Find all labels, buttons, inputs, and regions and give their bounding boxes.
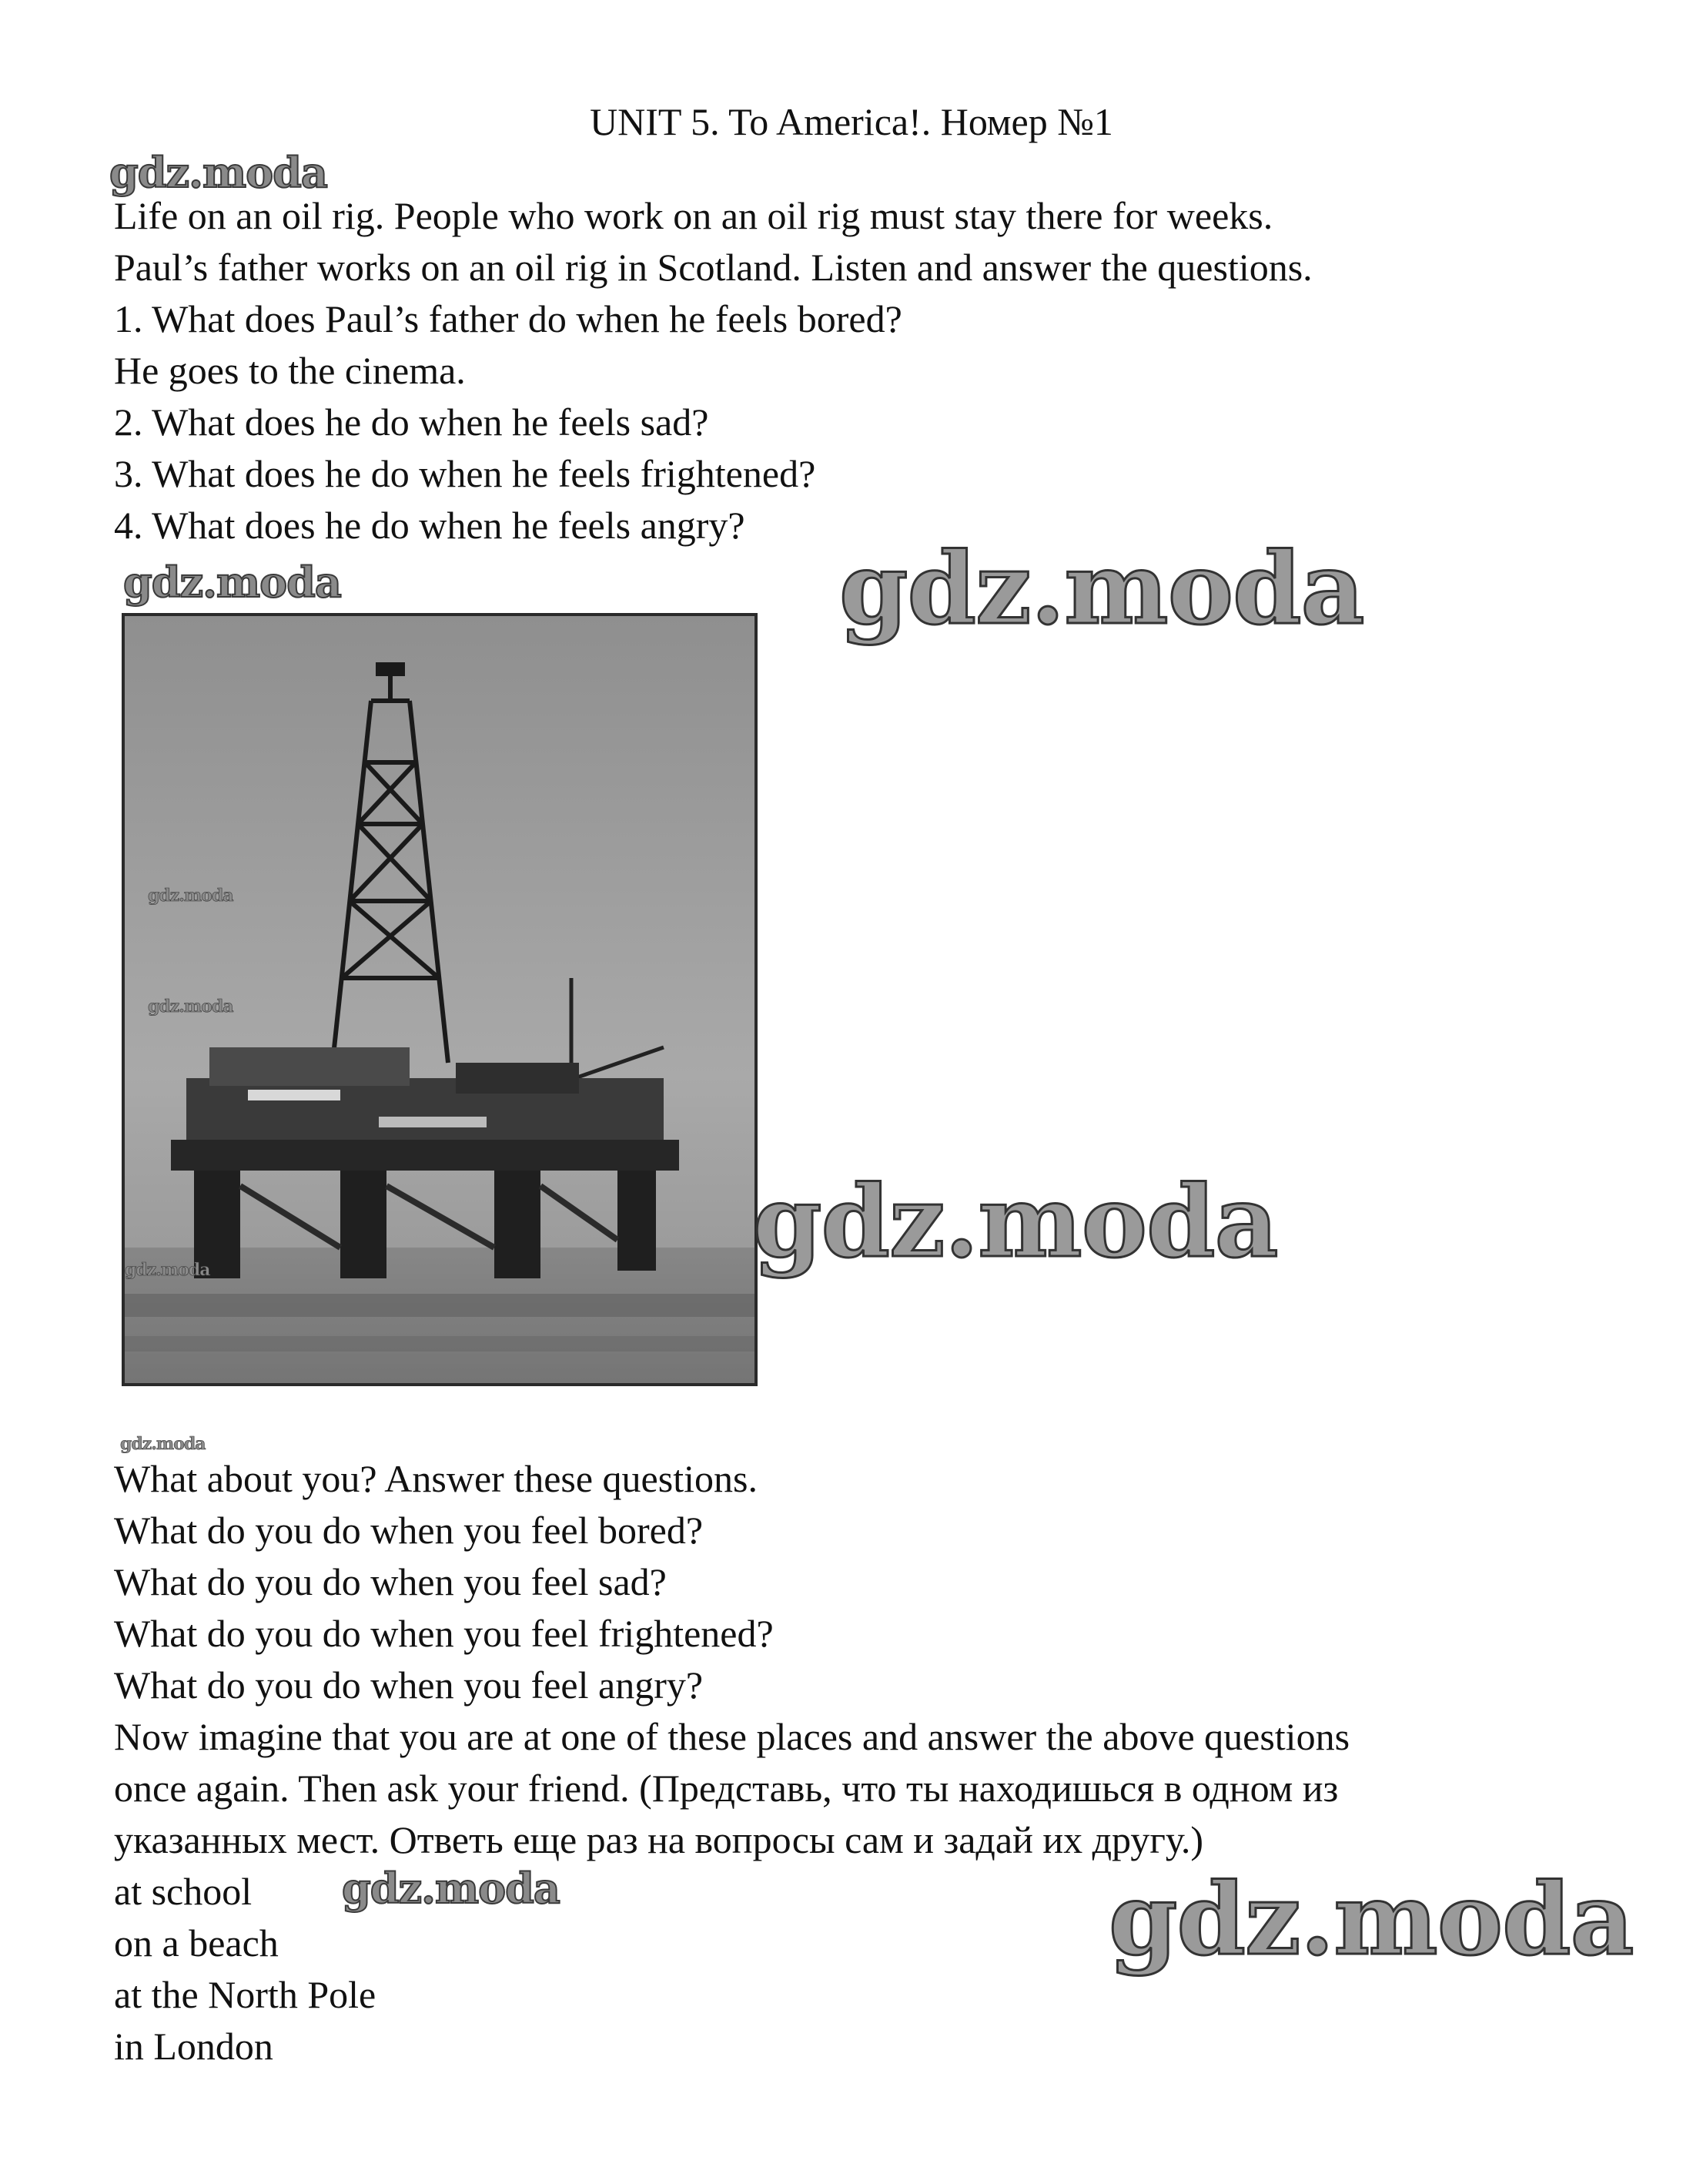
watermark: gdz.moda	[148, 997, 233, 1017]
watermark: gdz.moda	[109, 148, 327, 197]
question-line: 4. What does he do when he feels angry?	[114, 504, 745, 547]
page-title: UNIT 5. To America!. Номер №1	[590, 100, 1113, 143]
question-line: What do you do when you feel sad?	[114, 1560, 667, 1603]
intro-line: Paul’s father works on an oil rig in Scotland. Listen and answer the questions.	[114, 246, 1313, 289]
instruction-line: Now imagine that you are at one of these places and answer the above questions	[114, 1715, 1350, 1758]
oil-rig-photo	[122, 613, 758, 1386]
question-line: 3. What does he do when he feels frightened?	[114, 452, 816, 495]
question-line: What do you do when you feel frightened?	[114, 1612, 774, 1655]
watermark: gdz.moda	[120, 1434, 206, 1454]
watermark: gdz.moda	[125, 1260, 210, 1280]
watermark: gdz.moda	[753, 1164, 1278, 1280]
watermark: gdz.moda	[1109, 1862, 1634, 1978]
watermark: gdz.moda	[123, 558, 341, 607]
watermark: gdz.moda	[839, 531, 1364, 647]
place-item: at school	[114, 1870, 253, 1913]
question-line: 2. What does he do when he feels sad?	[114, 400, 709, 444]
watermark: gdz.moda	[342, 1864, 560, 1913]
answer-line: He goes to the cinema.	[114, 349, 466, 392]
section-heading: What about you? Answer these questions.	[114, 1457, 758, 1500]
question-line: 1. What does Paul’s father do when he feels bored?	[114, 297, 902, 340]
place-item: in London	[114, 2025, 273, 2068]
question-line: What do you do when you feel angry?	[114, 1663, 704, 1707]
watermark: gdz.moda	[148, 886, 233, 906]
place-item: at the North Pole	[114, 1973, 376, 2016]
question-line: What do you do when you feel bored?	[114, 1509, 704, 1552]
intro-line: Life on an oil rig. People who work on an oil rig must stay there for weeks.	[114, 194, 1273, 237]
place-item: on a beach	[114, 1921, 279, 1965]
instruction-line: once again. Then ask your friend. (Представь, что ты находишься в одном из	[114, 1767, 1339, 1810]
instruction-line: указанных мест. Ответь еще раз на вопросы сам и задай их другу.)	[114, 1818, 1204, 1861]
